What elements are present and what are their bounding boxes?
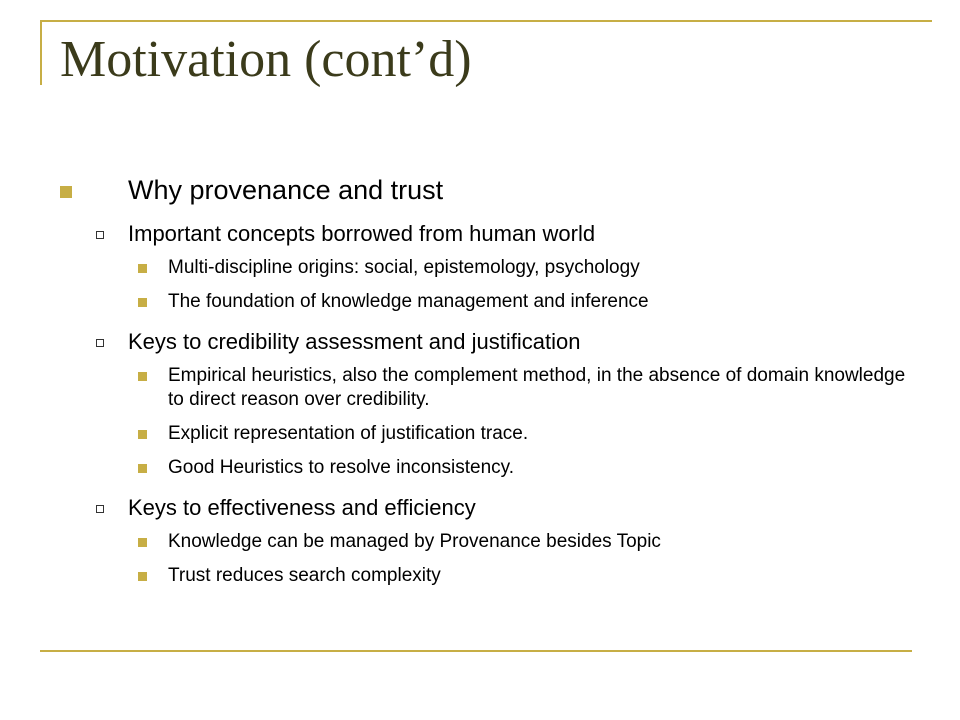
level2-item [60, 494, 920, 522]
level3-item [60, 530, 920, 554]
square-bullet-icon [60, 186, 72, 198]
level3-text: Trust reduces search complexity [168, 565, 441, 586]
level2-text: Keys to credibility assessment and justification [128, 329, 581, 354]
level2-text: Keys to effectiveness and efficiency [128, 495, 476, 520]
level3-text: Empirical heuristics, also the complement method, in the absence of domain knowledge to direct reason over credibility. [168, 365, 906, 410]
level1-item [60, 174, 920, 206]
square-bullet-icon [138, 298, 147, 307]
level3-item [60, 422, 920, 446]
level3-text: Knowledge can be managed by Provenance besides Topic [168, 531, 661, 552]
level3-text: Explicit representation of justification trace. [168, 423, 529, 444]
slide-content [60, 174, 920, 598]
square-bullet-icon [138, 572, 147, 581]
square-bullet-icon [138, 430, 147, 439]
slide-title: Motivation (cont’d) [60, 31, 472, 88]
level2-item [60, 220, 920, 248]
square-bullet-icon [138, 372, 147, 381]
left-rule [40, 20, 42, 85]
hollow-square-bullet-icon [96, 505, 104, 513]
square-bullet-icon [138, 538, 147, 547]
level3-text: Good Heuristics to resolve inconsistency. [168, 457, 515, 478]
level3-item [60, 364, 920, 412]
bottom-rule [40, 650, 912, 652]
square-bullet-icon [138, 464, 147, 473]
level3-text: The foundation of knowledge management and inference [168, 291, 649, 312]
top-rule [40, 20, 932, 22]
square-bullet-icon [138, 264, 147, 273]
level2-item [60, 328, 920, 356]
level2-text: Important concepts borrowed from human world [128, 221, 596, 246]
level1-text: Why provenance and trust [128, 175, 444, 205]
level3-item [60, 256, 920, 280]
hollow-square-bullet-icon [96, 339, 104, 347]
level3-item [60, 290, 920, 314]
level3-text: Multi-discipline origins: social, epistemology, psychology [168, 257, 640, 278]
level3-item [60, 456, 920, 480]
hollow-square-bullet-icon [96, 231, 104, 239]
level3-item [60, 564, 920, 588]
